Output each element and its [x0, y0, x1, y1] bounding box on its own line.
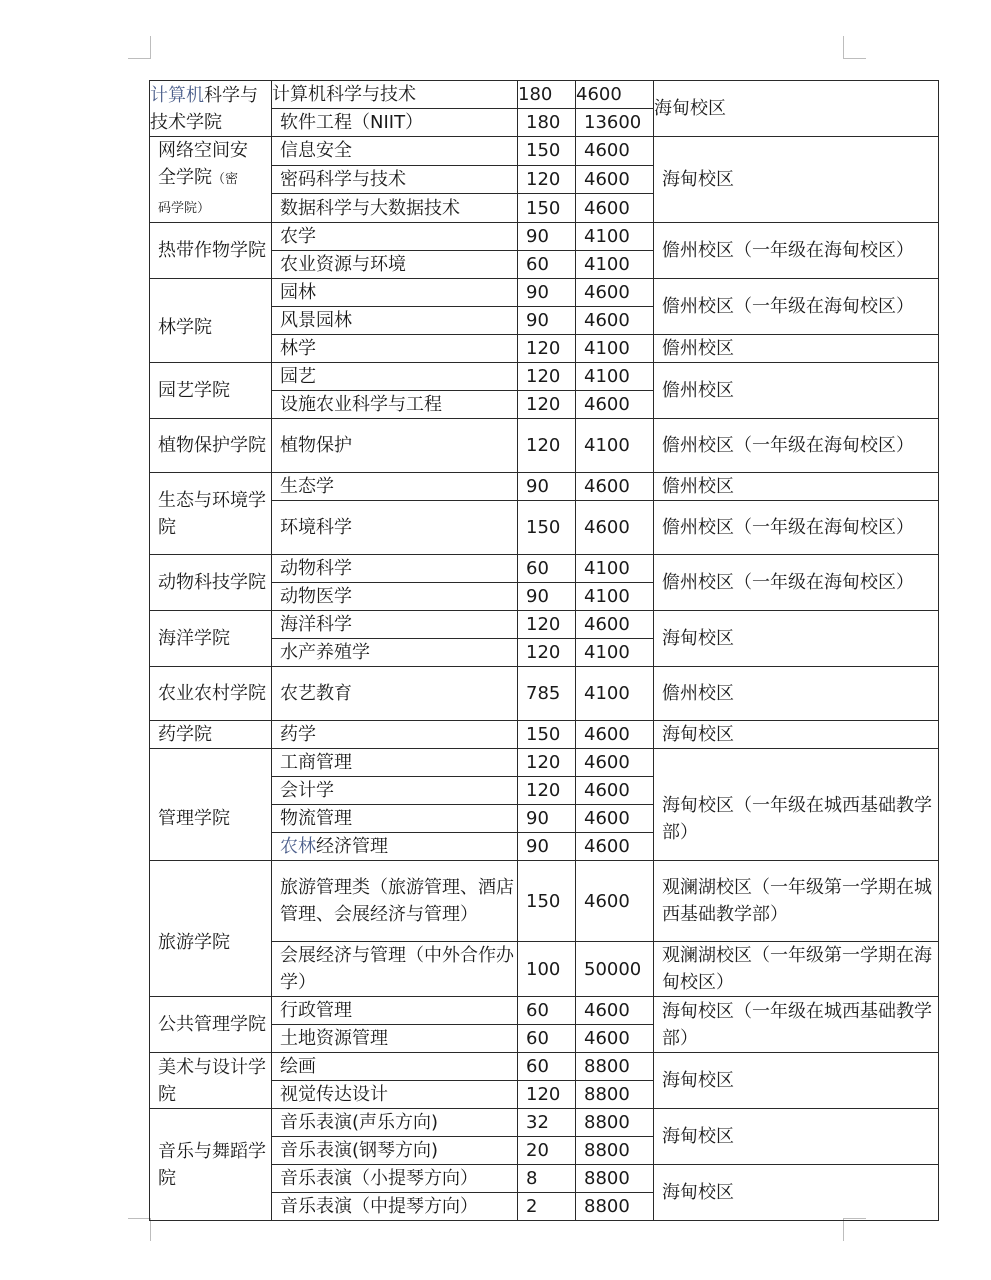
major-cell: 软件工程（NIIT）: [272, 109, 518, 137]
major-cell: 农业资源与环境: [272, 251, 518, 279]
quota-cell: 90: [518, 833, 576, 861]
major-cell: 海洋科学: [272, 611, 518, 639]
fee-cell: 8800: [576, 1053, 654, 1081]
major-cell: 药学: [272, 721, 518, 749]
quota-cell: 90: [518, 307, 576, 335]
college-cell: 热带作物学院: [150, 223, 272, 279]
college-cell: 海洋学院: [150, 611, 272, 667]
college-cell: 美术与设计学院: [150, 1053, 272, 1109]
fee-cell: 4600: [576, 391, 654, 419]
fee-cell: 4600: [576, 611, 654, 639]
fee-cell: 4600: [576, 81, 654, 109]
major-cell: 音乐表演(钢琴方向): [272, 1137, 518, 1165]
quota-cell: 90: [518, 473, 576, 501]
major-cell: 园林: [272, 279, 518, 307]
campus-cell: 海甸校区: [654, 1165, 939, 1221]
quota-cell: 120: [518, 363, 576, 391]
fee-cell: 4600: [576, 805, 654, 833]
quota-cell: 8: [518, 1165, 576, 1193]
campus-cell: 儋州校区: [654, 667, 939, 721]
major-cell: 密码科学与技术: [272, 165, 518, 194]
major-cell: 生态学: [272, 473, 518, 501]
college-cell: 园艺学院: [150, 363, 272, 419]
quota-cell: 150: [518, 501, 576, 555]
major-cell: 设施农业科学与工程: [272, 391, 518, 419]
major-cell: 行政管理: [272, 997, 518, 1025]
campus-cell: 儋州校区: [654, 473, 939, 501]
major-cell: 风景园林: [272, 307, 518, 335]
major-cell: 水产养殖学: [272, 639, 518, 667]
quota-cell: 120: [518, 335, 576, 363]
major-cell: 环境科学: [272, 501, 518, 555]
college-cell: 旅游学院: [150, 861, 272, 997]
fee-cell: 4100: [576, 555, 654, 583]
quota-cell: 60: [518, 997, 576, 1025]
quota-cell: 120: [518, 391, 576, 419]
quota-cell: 20: [518, 1137, 576, 1165]
quota-cell: 120: [518, 419, 576, 473]
major-cell: 林学: [272, 335, 518, 363]
fee-cell: 4600: [576, 777, 654, 805]
quota-cell: 60: [518, 1025, 576, 1053]
quota-cell: 100: [518, 942, 576, 997]
campus-cell: 海甸校区: [654, 137, 939, 223]
campus-cell: 海甸校区（一年级在城西基础教学部）: [654, 749, 939, 861]
major-cell: 会计学: [272, 777, 518, 805]
campus-cell: 观澜湖校区（一年级第一学期在海甸校区）: [654, 942, 939, 997]
major-cell: 音乐表演(声乐方向): [272, 1109, 518, 1137]
major-cell: 会展经济与管理（中外合作办学）: [272, 942, 518, 997]
quota-cell: 785: [518, 667, 576, 721]
fee-cell: 4600: [576, 194, 654, 223]
campus-cell: 儋州校区（一年级在海甸校区）: [654, 279, 939, 335]
quota-cell: 90: [518, 583, 576, 611]
quota-cell: 60: [518, 555, 576, 583]
campus-cell: 儋州校区: [654, 363, 939, 419]
fee-cell: 4100: [576, 335, 654, 363]
campus-cell: 儋州校区（一年级在海甸校区）: [654, 419, 939, 473]
page-corner-mark-top-left: [128, 36, 151, 59]
campus-cell: 儋州校区（一年级在海甸校区）: [654, 501, 939, 555]
fee-cell: 8800: [576, 1165, 654, 1193]
major-cell: 土地资源管理: [272, 1025, 518, 1053]
fee-cell: 4600: [576, 1025, 654, 1053]
college-cell: 管理学院: [150, 749, 272, 861]
major-cell: 信息安全: [272, 137, 518, 166]
campus-cell: 海甸校区（一年级在城西基础教学部）: [654, 997, 939, 1053]
fee-cell: 4100: [576, 223, 654, 251]
quota-cell: 180: [518, 109, 576, 137]
college-cell: 网络空间安 全学院（密 码学院）: [150, 137, 272, 223]
quota-cell: 150: [518, 861, 576, 942]
major-cell: 计算机科学与技术: [272, 81, 518, 109]
major-cell: 物流管理: [272, 805, 518, 833]
fee-cell: 8800: [576, 1137, 654, 1165]
campus-cell: 儋州校区（一年级在海甸校区）: [654, 555, 939, 611]
college-cell: 计算机科学与 技术学院: [150, 81, 272, 137]
college-cell: 林学院: [150, 279, 272, 363]
fee-cell: 4100: [576, 583, 654, 611]
college-cell: 植物保护学院: [150, 419, 272, 473]
quota-cell: 120: [518, 639, 576, 667]
quota-cell: 150: [518, 137, 576, 166]
quota-cell: 120: [518, 165, 576, 194]
major-cell: 动物科学: [272, 555, 518, 583]
fee-cell: 4600: [576, 137, 654, 166]
college-cell: 生态与环境学院: [150, 473, 272, 555]
fee-cell: 4600: [576, 501, 654, 555]
college-cell: 音乐与舞蹈学院: [150, 1109, 272, 1221]
college-cell: 药学院: [150, 721, 272, 749]
quota-cell: 120: [518, 749, 576, 777]
fee-cell: 4600: [576, 165, 654, 194]
fee-cell: 8800: [576, 1109, 654, 1137]
quota-cell: 180: [518, 81, 576, 109]
quota-cell: 2: [518, 1193, 576, 1221]
campus-cell: 海甸校区: [654, 81, 939, 137]
fee-cell: 4600: [576, 307, 654, 335]
fee-cell: 50000: [576, 942, 654, 997]
fee-cell: 8800: [576, 1081, 654, 1109]
quota-cell: 60: [518, 251, 576, 279]
campus-cell: 海甸校区: [654, 721, 939, 749]
campus-cell: 观澜湖校区（一年级第一学期在城西基础教学部）: [654, 861, 939, 942]
page-corner-mark-bottom-left: [128, 1218, 151, 1241]
quota-cell: 90: [518, 805, 576, 833]
page-corner-mark-top-right: [843, 36, 866, 59]
campus-cell: 儋州校区（一年级在海甸校区）: [654, 223, 939, 279]
major-cell: 旅游管理类（旅游管理、酒店管理、会展经济与管理）: [272, 861, 518, 942]
fee-cell: 4100: [576, 363, 654, 391]
major-cell: 园艺: [272, 363, 518, 391]
major-cell: 植物保护: [272, 419, 518, 473]
major-cell: 数据科学与大数据技术: [272, 194, 518, 223]
fee-cell: 4100: [576, 419, 654, 473]
quota-cell: 90: [518, 279, 576, 307]
fee-cell: 4100: [576, 667, 654, 721]
major-cell: 工商管理: [272, 749, 518, 777]
quota-cell: 120: [518, 777, 576, 805]
fee-cell: 4600: [576, 473, 654, 501]
fee-cell: 4100: [576, 251, 654, 279]
quota-cell: 90: [518, 223, 576, 251]
fee-cell: 4600: [576, 749, 654, 777]
fee-cell: 4600: [576, 997, 654, 1025]
major-cell: 农艺教育: [272, 667, 518, 721]
fee-cell: 4600: [576, 279, 654, 307]
quota-cell: 150: [518, 721, 576, 749]
quota-cell: 120: [518, 1081, 576, 1109]
campus-cell: 儋州校区: [654, 335, 939, 363]
major-cell: 农林经济管理: [272, 833, 518, 861]
college-cell: 动物科技学院: [150, 555, 272, 611]
major-cell: 动物医学: [272, 583, 518, 611]
college-cell: 农业农村学院: [150, 667, 272, 721]
fee-cell: 4600: [576, 833, 654, 861]
major-cell: 音乐表演（小提琴方向）: [272, 1165, 518, 1193]
quota-cell: 150: [518, 194, 576, 223]
major-cell: 音乐表演（中提琴方向）: [272, 1193, 518, 1221]
quota-cell: 120: [518, 611, 576, 639]
admissions-table: [149, 80, 939, 1221]
campus-cell: 海甸校区: [654, 1109, 939, 1165]
fee-cell: 4100: [576, 639, 654, 667]
page-corner-mark-bottom-right: [843, 1218, 866, 1241]
fee-cell: 13600: [576, 109, 654, 137]
quota-cell: 60: [518, 1053, 576, 1081]
major-cell: 农学: [272, 223, 518, 251]
major-cell: 绘画: [272, 1053, 518, 1081]
campus-cell: 海甸校区: [654, 1053, 939, 1109]
major-cell: 视觉传达设计: [272, 1081, 518, 1109]
quota-cell: 32: [518, 1109, 576, 1137]
fee-cell: 4600: [576, 861, 654, 942]
fee-cell: 8800: [576, 1193, 654, 1221]
college-cell: 公共管理学院: [150, 997, 272, 1053]
campus-cell: 海甸校区: [654, 611, 939, 667]
fee-cell: 4600: [576, 721, 654, 749]
